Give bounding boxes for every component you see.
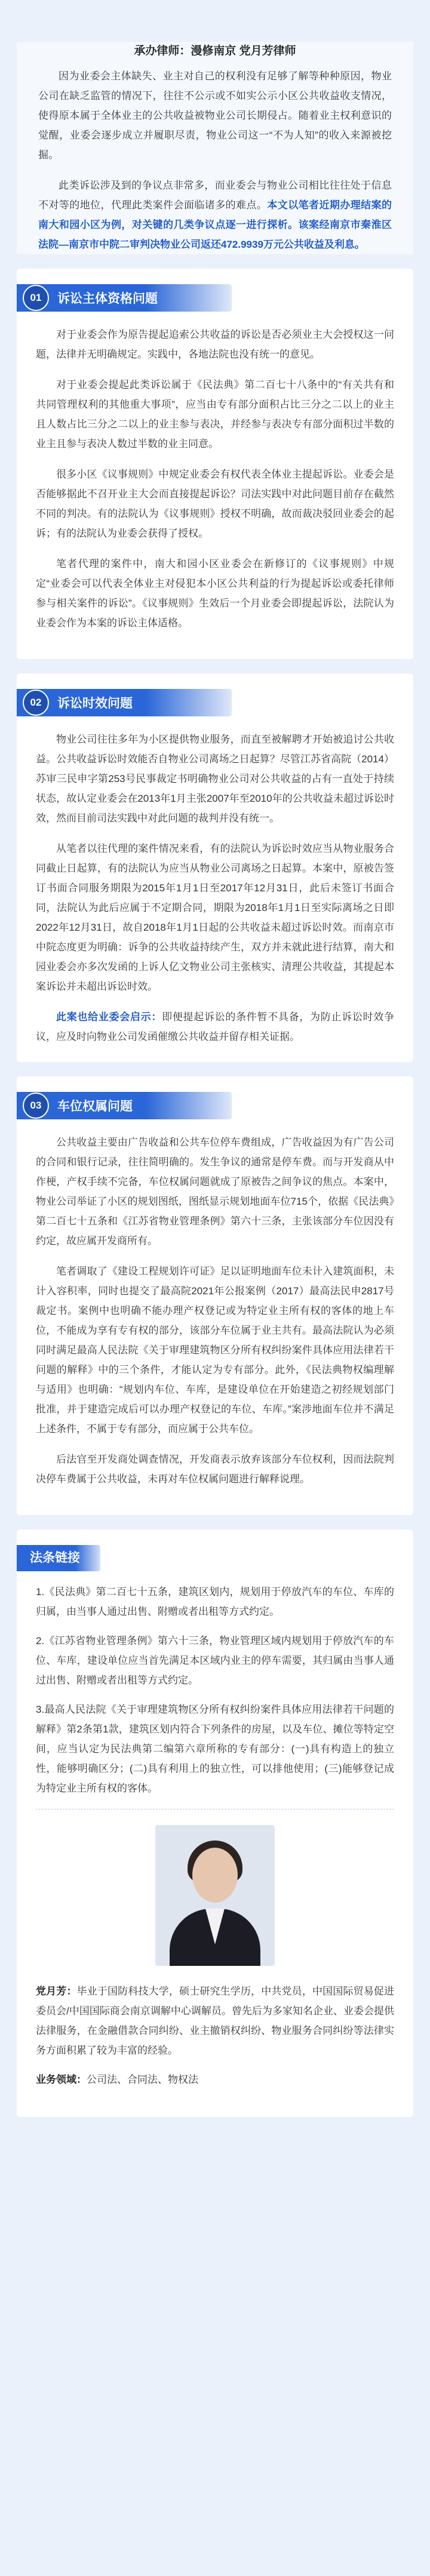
section-card-1 [17, 269, 413, 659]
section-3-paragraph-1: 公共收益主要由广告收益和公共车位停车费组成，广告收益因为有广告公司的合同和银行记录，往往简明确的。发生争议的通常是停车费。而与开发商从中作梗，产权手续不完备，车位权属问题就成了原被告之间争议的焦点。本案中，物业公司举证了小区的规划图纸，图纸显示规划地面车位715个，依据《民法典》第二百七十五条和《江苏省物业管理条例》第六十三条，主张该部分车位因没有约定，故应属开发商所有。 [36, 1137, 394, 1247]
lawyer-field [36, 2070, 394, 2089]
section-2-advice [36, 1007, 394, 1047]
article-page [0, 42, 430, 2153]
section-1-paragraph-3: 很多小区《议事规则》中规定业委会有权代表全体业主提起诉讼。业委会是否能够据此不召开业主大会而直接提起诉讼？司法实践中对此问题目前存在截然不同的判决。有的法院认为《议事规则》授权不明确，故而裁决驳回业委会的起诉；有的法院认为业委会获得了授权。 [36, 469, 394, 539]
section-1-paragraph-2: 对于业委会提起此类诉讼属于《民法典》第二百七十八条中的“有关共有和共同管理权利的其他重大事项”，应当由专有部分面积占比三分之二以上的业主且人数占比三分之二以上的业主参与表决，并经参与表决专有部分面积过半数的业主且参与表决人数过半数的业主同意。 [36, 379, 394, 450]
section-2-paragraph-2: 从笔者以往代理的案件情况来看，有的法院认为诉讼时效应当从物业服务合同截止日起算，有的法院认为应当从物业公司离场之日起算。本案中，原被告签订书面合同服务期限为2015年1月1日至2017年12月31日，此后未签订书面合同，法院认为此后应属于不定期合同，期限为2018年1月1日至实际离场之日即2022年12月31日，故自2018年1月1日起的公共收益未超过诉讼时效。而南京市中院态度更为明确：诉争的公共收益持续产生，双方并未就此进行结算，南大和园业委会亦多次发函的上诉人亿文物业公司主张核实、清理公共收益，其提起本案诉讼并未超出诉讼时效。 [36, 843, 394, 992]
section-3-paragraph-2: 笔者调取了《建设工程规划许可证》足以证明地面车位未计入建筑面积，未计入容积率，同时也提交了最高院2021年公报案例（2017）最高法民申2817号裁定书。案例中也明确不能办理产权登记或为特定业主所有权的客体的地上车位，不能成为享有专有权的部分，该部分车位属于业主共有。最高法院认为必须同时满足最高人民法院《关于审理建筑物区分所有权纠纷案件具体应用法律若干问题的解释》中的三个条件，才能认定为专有部分。此外，《民法典物权编理解与适用》也明确：“规划内车位、车库，是建设单位在开始建造之初经规划部门批准，并于建造完成后可以办理产权登记的车位、车库。”案涉地面车位并不满足上述条件，不属于专有部分，而应属于公共车位。 [36, 1266, 394, 1435]
lawyer-field-value: 公司法、合同法、物权法 [87, 2074, 198, 2085]
section-title: 诉讼时效问题 [57, 697, 133, 710]
section-card-2 [17, 673, 413, 1062]
section-title: 诉讼主体资格问题 [57, 292, 158, 306]
section-3-paragraph-3: 后法官至开发商处调查情况，开发商表示放弃该部分车位权利，因而法院判决停车费属于公共收益，未再对车位权属问题进行解释说理。 [36, 1454, 394, 1485]
section-number-badge: 03 [23, 1092, 49, 1119]
section-header-2 [17, 689, 232, 716]
law-links-title: 法条链接 [17, 1545, 100, 1571]
section-1-paragraph-1: 对于业委会作为原告提起追索公共收益的诉讼是否必须业主大会授权这一问题，法律并无明确规定。实践中，各地法院也没有统一的意见。 [36, 329, 394, 360]
intro-paragraph-2 [38, 176, 392, 254]
section-title: 车位权属问题 [57, 1100, 133, 1113]
photo-face-shape [192, 1848, 238, 1903]
section-header-1 [17, 284, 232, 312]
lawyer-photo-wrap [36, 1825, 394, 1966]
law-item-2: 2.《江苏省物业管理条例》第六十三条，物业管理区域内规划用于停放汽车的车位、车库，建设单位应当首先满足本区域内业主的停车需要，其归属由当事人通过出售、附赠或者出租等方式约定。 [36, 1635, 394, 1686]
advice-text: 即便提起诉讼的条件暂不具备，为防止诉讼时效争议，应及时向物业公司发函催缴公共收益并留存相关证据。 [36, 1011, 395, 1042]
intro-box [17, 42, 413, 254]
section-number-badge: 01 [23, 285, 49, 311]
lawyer-photo [155, 1825, 275, 1966]
law-item-3: 3.最高人民法院《关于审理建筑物区分所有权纠纷案件具体应用法律若干问题的解释》第2条第1款，建筑区划内符合下列条件的房屋，以及车位、摊位等特定空间，应当认定为民法典第二编第六章所称的专有部分：(一)具有构造上的独立性，能够明确区分；(二)具有利用上的独立性，可以排他使用；(三)能够登记成为特定业主所有权的客体。 [36, 1704, 394, 1794]
lawyer-bio-text: 毕业于国防科技大学，硕士研究生学历，中共党员，中国国际贸易促进委员会/中国国际商会南京调解中心调解员。曾先后为多家知名企业、业委会提供法律服务，在金融借款合同纠纷、业主撤销权纠纷、物业服务合同纠纷等法律实务方面积累了较为丰富的经验。 [36, 1986, 395, 2056]
advice-label: 此案也给业委会启示： [56, 1011, 162, 1023]
lawyer-byline: 承办律师：漫修南京 党月芳律师 [134, 45, 296, 57]
intro-paragraph-2-highlight: 本文以笔者近期办理结案的南大和园小区为例，对关键的几类争议点逐一进行探析。该案经南京市秦淮区法院—南京市中院二审判决物业公司返还472.9939万元公共收益及利息。 [38, 199, 392, 250]
lawyer-field-label: 业务领域： [36, 2074, 87, 2085]
law-item-1: 1.《民法典》第二百七十五条，建筑区划内，规划用于停放汽车的车位、车库的归属，由当事人通过出售、附赠或者出租等方式约定。 [36, 1586, 394, 1617]
section-number-badge: 02 [23, 690, 49, 716]
lawyer-bio [36, 1981, 394, 2060]
intro-paragraph-2-text: 此类诉讼涉及到的争议点非常多，而业委会与物业公司相比往往处于信息不对等的地位，代理此类案件会面临诸多的难点。 [38, 180, 392, 211]
intro-paragraph-1: 因为业委会主体缺失、业主对自己的权利没有足够了解等种种原因，物业公司在缺乏监管的情况下，往往不公示或不如实公示小区公共收益收支情况，使得原本属于全体业主的公共收益被物业公司长期侵占。随着业主权利意识的觉醒，业委会逐步成立并履职尽责，物业公司这一“不为人知”的收入来源被挖掘。 [38, 70, 392, 161]
lawyer-name: 党月芳： [36, 1986, 77, 1997]
section-2-paragraph-1: 物业公司往往多年为小区提供物业服务，而直至被解聘才开始被追讨公共收益。公共收益诉讼时效能否自物业公司离场之日起算？尽管江苏省高院（2014）苏审三民申字第253号民事裁定书明确物业公司对公共收益的占有一直处于持续状态，故认定业委会在2013年1月主张2007年至2010年的公共收益未超过诉讼时效，然而目前司法实践中对此问题的裁判并没有统一。 [36, 734, 394, 824]
section-1-paragraph-4: 笔者代理的案件中，南大和园小区业委会在新修订的《议事规则》中规定“业委会可以代表全体业主对侵犯本小区公共利益的行为提起诉讼或委托律师参与相关案件的诉讼”。《议事规则》生效后一个月业委会即提起诉讼，法院认为业委会作为本案的诉讼主体适格。 [36, 558, 394, 629]
law-links-card [17, 1529, 413, 2117]
section-header-3 [17, 1092, 232, 1119]
section-card-3 [17, 1076, 413, 1515]
